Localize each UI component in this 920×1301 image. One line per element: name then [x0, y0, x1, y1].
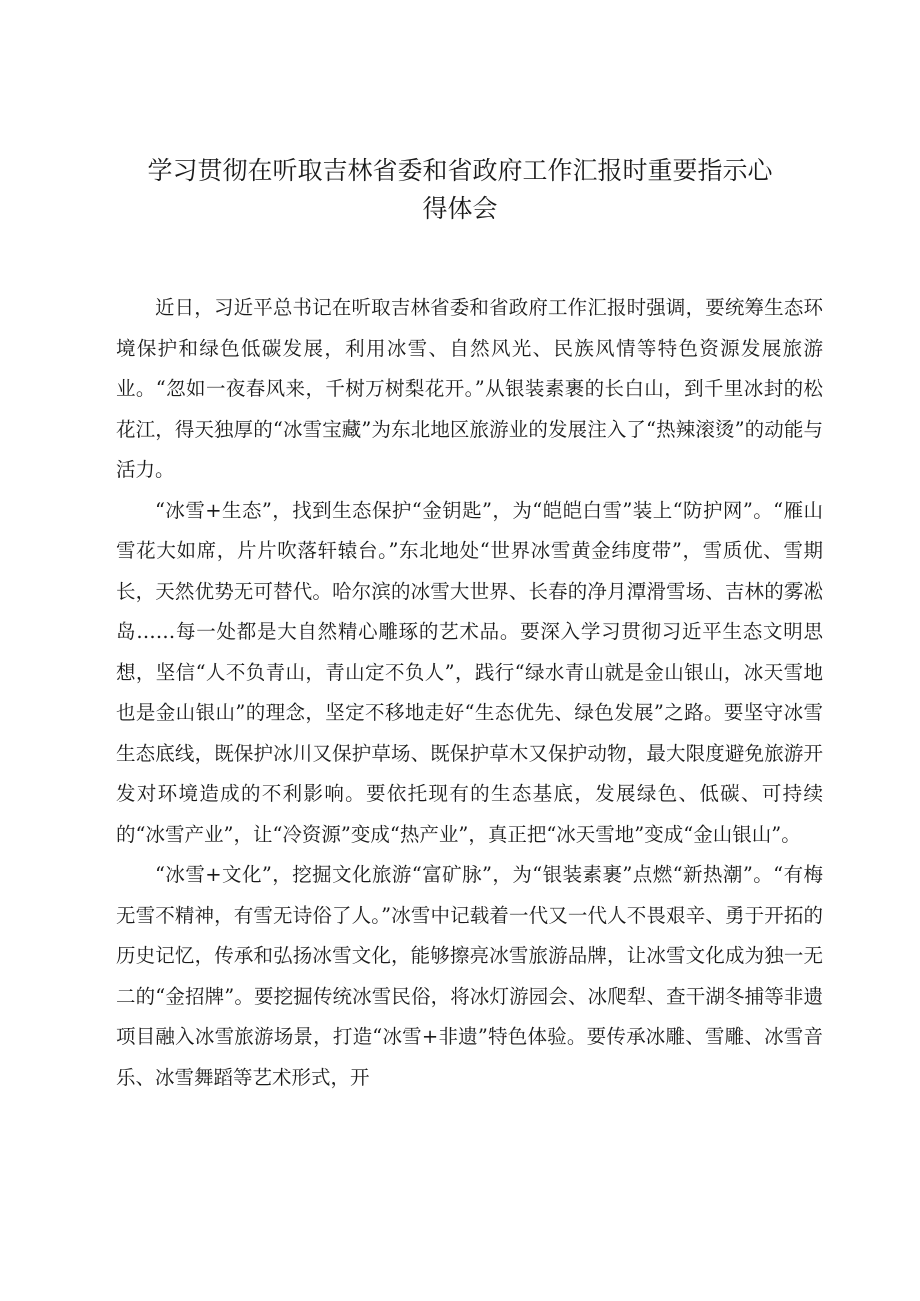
document-body — [116, 288, 823, 1098]
document-title: 学习贯彻在听取吉林省委和省政府工作汇报时重要指示心得体会 — [147, 156, 773, 223]
paragraph-2: “冰雪+生态”，找到生态保护“金钥匙”，为“皑皑白雪”装上“防护网”。“雁山雪花大如席，片片吹落轩辕台。”东北地处“世界冰雪黄金纬度带”，雪质优、雪期长，天然优势无可替代。哈尔滨的冰雪大世界、长春的净月潭滑雪场、吉林的雾凇岛……每一处都是大自然精心雕琢的艺术品。要深入学习贯彻习近平生态文明思想，坚信“人不负青山，青山定不负人”，践行“绿水青山就是金山银山，冰天雪地也是金山银山”的理念，坚定不移地走好“生态优先、绿色发展”之路。要坚守冰雪生态底线，既保护冰川又保护草场、既保护草木又保护动物，最大限度避免旅游开发对环境造成的不利影响。要依托现有的生态基底，发展绿色、低碳、可持续的“冰雪产业”，让“冷资源”变成“热产业”，真正把“冰天雪地”变成“金山银山”。 — [116, 498, 823, 846]
paragraph-1: 近日，习近平总书记在听取吉林省委和省政府工作汇报时强调，要统筹生态环境保护和绿色低碳发展，利用冰雪、自然风光、民族风情等特色资源发展旅游业。“忽如一夜春风来，千树万树梨花开。”从银装素裹的长白山，到千里冰封的松花江，得天独厚的“冰雪宝藏”为东北地区旅游业的发展注入了“热辣滚烫”的动能与活力。 — [116, 296, 823, 481]
paragraph-3: “冰雪+文化”，挖掘文化旅游“富矿脉”，为“银装素裹”点燃“新热潮”。“有梅无雪不精神，有雪无诗俗了人。”冰雪中记载着一代又一代人不畏艰辛、勇于开拓的历史记忆，传承和弘扬冰雪文化，能够擦亮冰雪旅游品牌，让冰雪文化成为独一无二的“金招牌”。要挖掘传统冰雪民俗，将冰灯游园会、冰爬犁、查干湖冬捕等非遗项目融入冰雪旅游场景，打造“冰雪+非遗”特色体验。要传承冰雕、雪雕、冰雪音乐、冰雪舞蹈等艺术形式，开 — [116, 863, 823, 1089]
